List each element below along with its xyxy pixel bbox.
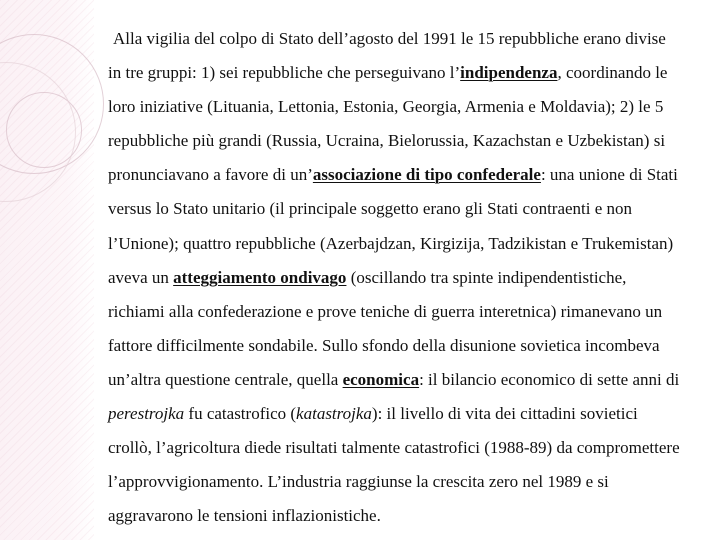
text-line: repubbliche più grandi (Russia, Ucraina, Bielorussia, Kazachstan e Uzbekistan) si <box>108 131 666 151</box>
key-term: economica <box>342 369 420 389</box>
text-line: fattore difficilmente sondabile. Sullo sfondo della disunione sovietica incombeva <box>108 335 660 355</box>
text-line: aveva un atteggiamento ondivago (oscillando tra spinte indipendentistiche, <box>108 267 627 287</box>
text-line: l’Unione); quattro repubbliche (Azerbajdzan, Kirgizija, Tadzikistan e Trukemistan) <box>108 233 674 253</box>
text-line: l’approvvigionamento. L’industria raggiunse la crescita zero nel 1989 e si <box>108 472 609 492</box>
key-term: associazione di tipo confederale <box>312 165 541 185</box>
key-term: indipendenza <box>460 63 558 83</box>
text-line: loro iniziative (Lituania, Lettonia, Estonia, Georgia, Armenia e Moldavia); 2) le 5 <box>108 97 664 117</box>
text-line: un’altra questione centrale, quella economica: il bilancio economico di sette anni di <box>108 369 680 389</box>
text-line: pronunciavano a favore di un’associazione di tipo confederale: una unione di Stati <box>108 165 678 185</box>
key-term: atteggiamento ondivago <box>173 267 347 287</box>
text-line: aggravarono le tensioni inflazionistiche. <box>108 506 381 526</box>
text-line: versus lo Stato unitario (il principale soggetto erano gli Stati contraenti e non <box>108 199 633 219</box>
text-line: in tre gruppi: 1) sei repubbliche che perseguivano l’indipendenza, coordinando le <box>108 63 668 83</box>
italic-term: perestrojka <box>108 404 185 424</box>
text-line: crollò, l’agricoltura diede risultati talmente catastrofici (1988-89) da compromettere <box>108 438 680 458</box>
italic-term: katastrojka <box>296 404 372 424</box>
text-line: perestrojka fu catastrofico (katastrojka): il livello di vita dei cittadini sovietici <box>108 404 638 424</box>
text-line: richiami alla confederazione e prove teniche di guerra interetnica) rimanevano un <box>108 301 663 321</box>
body-text <box>108 22 718 533</box>
text-line: Alla vigilia del colpo di Stato dell’agosto del 1991 le 15 repubbliche erano divise <box>113 29 666 48</box>
